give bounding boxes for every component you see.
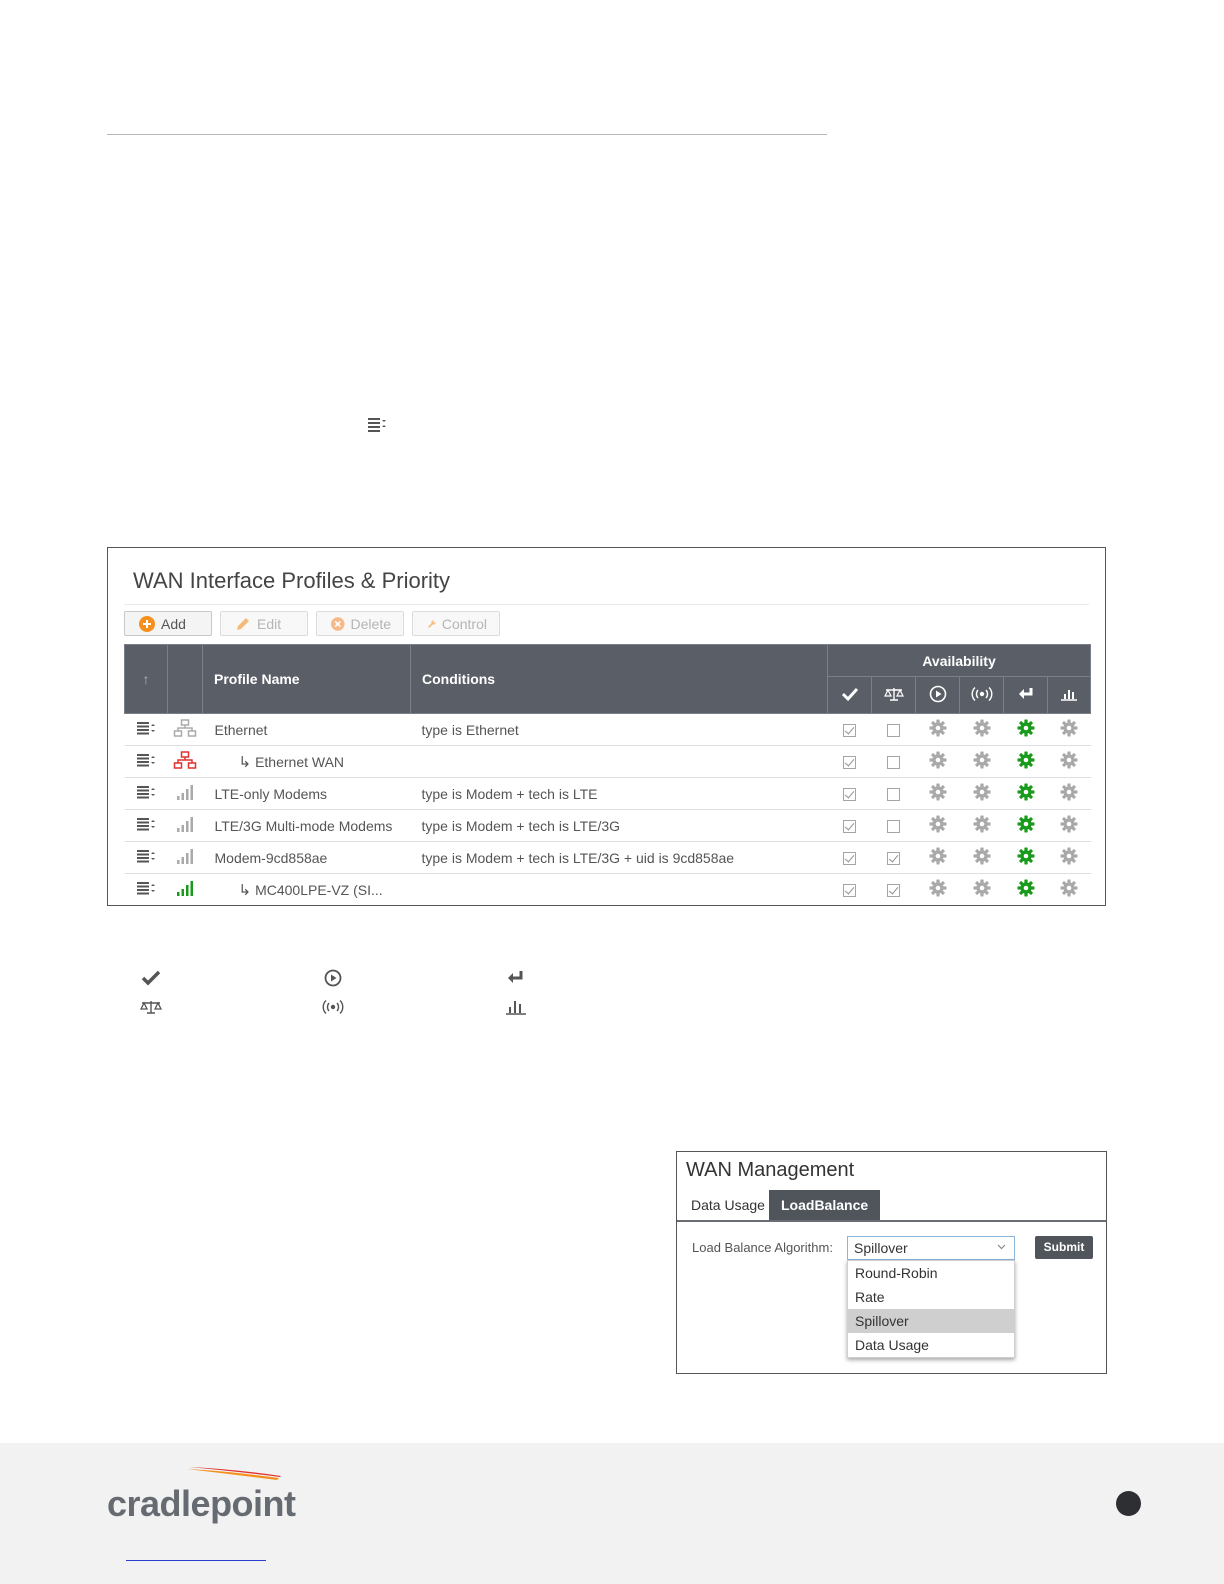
gear-green-icon[interactable] — [1017, 815, 1035, 833]
table-row[interactable] — [125, 810, 1091, 842]
handle-cell[interactable] — [125, 810, 168, 842]
gear-icon[interactable] — [973, 847, 991, 865]
conditions-cell: type is Modem + tech is LTE/3G — [411, 810, 828, 842]
type-cell — [168, 842, 203, 874]
play-cell — [916, 746, 960, 778]
conditions-cell — [411, 746, 828, 778]
pencil-icon — [235, 616, 251, 632]
plus-circle-icon — [139, 616, 155, 632]
gear-icon[interactable] — [1060, 751, 1078, 769]
gear-icon[interactable] — [929, 783, 947, 801]
gear-icon[interactable] — [973, 719, 991, 737]
gear-icon[interactable] — [1060, 847, 1078, 865]
loadbalance-cell — [872, 874, 916, 906]
gear-green-icon[interactable] — [1017, 751, 1035, 769]
gear-green-icon[interactable] — [1017, 847, 1035, 865]
icon-header — [168, 645, 203, 714]
availability-header: Availability — [828, 645, 1091, 677]
table-row[interactable] — [125, 746, 1091, 778]
play-cell — [916, 714, 960, 746]
conditions-cell: type is Ethernet — [411, 714, 828, 746]
reorder-handle-icon[interactable] — [136, 785, 156, 799]
gear-icon[interactable] — [1060, 815, 1078, 833]
enabled-checkbox[interactable] — [843, 724, 856, 737]
delete-button[interactable] — [316, 611, 404, 636]
profile-name-header[interactable]: Profile Name — [203, 645, 411, 714]
ethernet-red-icon — [173, 751, 197, 769]
gear-icon[interactable] — [929, 815, 947, 833]
option-round-robin[interactable]: Round-Robin — [855, 1265, 938, 1281]
tab-data-usage[interactable]: Data Usage — [679, 1190, 777, 1220]
loadbalance-checkbox[interactable] — [887, 852, 900, 865]
wan-management-title: WAN Management — [686, 1159, 855, 1181]
signal-gray-icon — [175, 847, 195, 865]
loadbalance-checkbox[interactable] — [887, 724, 900, 737]
loadbalance-checkbox[interactable] — [887, 884, 900, 897]
table-row[interactable] — [125, 714, 1091, 746]
play-circle-icon — [929, 685, 947, 703]
broadcast-icon — [971, 686, 993, 702]
enabled-cell — [828, 874, 872, 906]
algorithm-options — [847, 1260, 1015, 1358]
child-arrow-icon: ↳ — [238, 881, 252, 899]
profile-name: LTE-only Modems — [214, 785, 328, 802]
edit-button[interactable] — [220, 611, 308, 636]
failback-cell — [1004, 810, 1048, 842]
profile-name: Ethernet — [214, 721, 268, 738]
reorder-handle-icon[interactable] — [136, 817, 156, 831]
page-number-badge — [1116, 1491, 1141, 1516]
loadbalance-cell — [872, 842, 916, 874]
reorder-handle-icon[interactable] — [136, 721, 156, 735]
broadcast-cell — [960, 874, 1004, 906]
name-cell — [203, 746, 411, 778]
broadcast-cell — [960, 778, 1004, 810]
sort-header[interactable]: ↑ — [125, 645, 168, 714]
failback-cell — [1004, 778, 1048, 810]
gear-green-icon[interactable] — [1017, 783, 1035, 801]
loadbalance-cell — [872, 810, 916, 842]
gear-green-icon[interactable] — [1017, 719, 1035, 737]
submit-button[interactable]: Submit — [1035, 1236, 1093, 1259]
loadbalance-cell — [872, 778, 916, 810]
enabled-cell — [828, 778, 872, 810]
footer-link[interactable] — [126, 1560, 266, 1561]
conditions-cell: type is Modem + tech is LTE/3G + uid is 9cd858ae — [411, 842, 828, 874]
enabled-checkbox[interactable] — [843, 884, 856, 897]
table-row[interactable] — [125, 842, 1091, 874]
loadbalance-checkbox[interactable] — [887, 788, 900, 801]
play-cell — [916, 810, 960, 842]
failback-cell — [1004, 714, 1048, 746]
enabled-checkbox[interactable] — [843, 756, 856, 769]
table-row[interactable] — [125, 874, 1091, 906]
child-arrow-icon: ↳ — [238, 753, 252, 771]
cradlepoint-logo — [107, 1465, 296, 1525]
chevron-down-icon — [997, 1242, 1006, 1251]
conditions-header[interactable]: Conditions — [411, 645, 828, 714]
enabled-checkbox[interactable] — [843, 820, 856, 833]
signal-green-icon — [175, 879, 195, 897]
toolbar — [124, 611, 500, 637]
table-row[interactable] — [125, 778, 1091, 810]
gear-icon[interactable] — [1060, 879, 1078, 897]
tab-loadbalance[interactable]: LoadBalance — [769, 1190, 880, 1220]
enabled-cell — [828, 714, 872, 746]
option-spillover[interactable]: Spillover — [848, 1309, 1014, 1333]
handle-cell[interactable] — [125, 746, 168, 778]
handle-cell[interactable] — [125, 874, 168, 906]
algorithm-select[interactable] — [847, 1236, 1015, 1260]
reorder-handle-icon[interactable] — [136, 753, 156, 767]
name-cell — [203, 778, 411, 810]
wrench-icon — [427, 616, 436, 632]
signal-gray-icon — [175, 815, 195, 833]
signal-gray-icon — [175, 783, 195, 801]
legend-checkmark-icon — [140, 968, 162, 988]
enabled-cell — [828, 842, 872, 874]
failback-header — [1004, 677, 1048, 714]
broadcast-cell — [960, 842, 1004, 874]
ethernet-icon — [173, 719, 197, 737]
loadbalance-cell — [872, 746, 916, 778]
name-cell — [203, 842, 411, 874]
scales-icon — [884, 686, 904, 702]
play-cell — [916, 874, 960, 906]
return-arrow-icon — [1017, 686, 1035, 702]
broadcast-header — [960, 677, 1004, 714]
handle-cell[interactable] — [125, 778, 168, 810]
edit-label: Edit — [257, 615, 282, 632]
checkmark-icon — [841, 686, 859, 702]
delete-circle-icon — [331, 616, 345, 632]
loadbalance-cell — [872, 714, 916, 746]
enabled-checkbox[interactable] — [843, 852, 856, 865]
profile-name: Ethernet WAN — [255, 753, 345, 770]
failback-cell — [1004, 874, 1048, 906]
play-cell — [916, 778, 960, 810]
gear-icon[interactable] — [973, 783, 991, 801]
gear-icon[interactable] — [929, 719, 947, 737]
wan-profiles-screenshot — [107, 547, 1106, 906]
reorder-handle-icon — [366, 416, 388, 432]
gear-green-icon[interactable] — [1017, 879, 1035, 897]
conditions-cell: type is Modem + tech is LTE — [411, 778, 828, 810]
algorithm-label: Load Balance Algorithm: — [692, 1240, 833, 1255]
delete-label: Delete — [350, 615, 391, 632]
type-cell — [168, 778, 203, 810]
broadcast-cell — [960, 714, 1004, 746]
enabled-cell — [828, 810, 872, 842]
type-cell — [168, 874, 203, 906]
option-data-usage[interactable]: Data Usage — [855, 1337, 929, 1353]
type-cell — [168, 810, 203, 842]
usage-cell — [1048, 810, 1091, 842]
type-cell — [168, 714, 203, 746]
type-cell — [168, 746, 203, 778]
control-label: Control — [441, 615, 487, 632]
legend-play-circle-icon — [322, 968, 344, 988]
panel-title: WAN Interface Profiles & Priority — [133, 568, 451, 593]
loadbalance-checkbox[interactable] — [887, 820, 900, 833]
legend-bar-chart-icon — [505, 997, 527, 1017]
profile-name: LTE/3G Multi-mode Modems — [214, 817, 393, 834]
failback-cell — [1004, 842, 1048, 874]
failback-cell — [1004, 746, 1048, 778]
wan-management-screenshot — [676, 1151, 1107, 1374]
tab-bar — [677, 1190, 1106, 1222]
gear-icon[interactable] — [973, 879, 991, 897]
usage-cell — [1048, 778, 1091, 810]
usage-cell — [1048, 746, 1091, 778]
gear-icon[interactable] — [1060, 783, 1078, 801]
usage-cell — [1048, 714, 1091, 746]
gear-icon[interactable] — [929, 847, 947, 865]
play-cell — [916, 842, 960, 874]
name-cell — [203, 810, 411, 842]
reorder-handle-icon[interactable] — [136, 849, 156, 863]
gear-icon[interactable] — [973, 751, 991, 769]
profile-name: Modem-9cd858ae — [214, 849, 328, 866]
legend-scales-icon — [140, 997, 162, 1017]
bar-chart-icon — [1060, 686, 1078, 702]
gear-icon[interactable] — [1060, 719, 1078, 737]
conditions-cell — [411, 874, 828, 906]
broadcast-cell — [960, 746, 1004, 778]
loadbalance-header — [872, 677, 916, 714]
logo-wordmark: cradlepoint — [107, 1483, 296, 1524]
profiles-table — [124, 644, 1091, 906]
add-button[interactable] — [124, 611, 212, 636]
handle-cell[interactable] — [125, 714, 168, 746]
option-rate[interactable]: Rate — [855, 1289, 885, 1305]
page-footer — [0, 1443, 1224, 1584]
reorder-handle-icon[interactable] — [136, 881, 156, 895]
enabled-header — [828, 677, 872, 714]
name-cell — [203, 874, 411, 906]
section-divider — [107, 134, 827, 135]
divider — [124, 604, 1089, 605]
handle-cell[interactable] — [125, 842, 168, 874]
usage-cell — [1048, 874, 1091, 906]
broadcast-cell — [960, 810, 1004, 842]
play-header — [916, 677, 960, 714]
gear-icon[interactable] — [929, 751, 947, 769]
gear-icon[interactable] — [929, 879, 947, 897]
loadbalance-checkbox[interactable] — [887, 756, 900, 769]
legend-return-arrow-icon — [505, 968, 527, 988]
selected-value: Spillover — [854, 1240, 908, 1256]
usage-header — [1048, 677, 1091, 714]
enabled-cell — [828, 746, 872, 778]
profile-name: MC400LPE-VZ (SI... — [255, 881, 383, 898]
legend-broadcast-icon — [322, 997, 344, 1017]
add-label: Add — [161, 615, 186, 632]
enabled-checkbox[interactable] — [843, 788, 856, 801]
gear-icon[interactable] — [973, 815, 991, 833]
name-cell — [203, 714, 411, 746]
usage-cell — [1048, 842, 1091, 874]
control-button[interactable] — [412, 611, 500, 636]
